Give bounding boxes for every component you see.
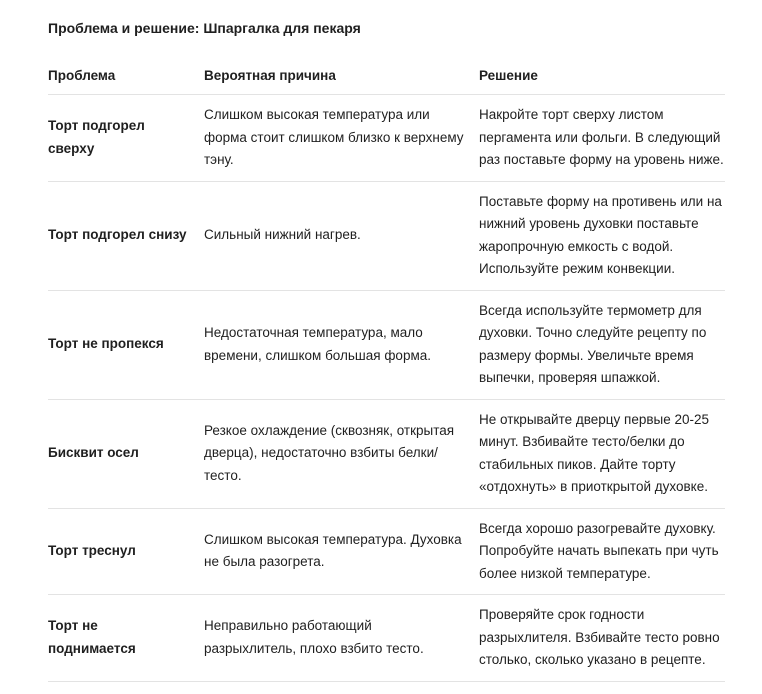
- header-solution: Решение: [479, 56, 725, 95]
- solution-cell: Проверяйте срок годности разрыхлителя. Взбивайте тесто ровно столько, сколько указано в рецепте.: [479, 595, 725, 682]
- cause-cell: Сильный нижний нагрев.: [204, 181, 479, 290]
- problem-cell: Торт не поднимается: [48, 595, 204, 682]
- solution-cell: Всегда хорошо разогревайте духовку. Попробуйте начать выпекать при чуть более низкой температуре.: [479, 508, 725, 595]
- table-row: [48, 399, 725, 508]
- solution-cell: Поставьте форму на противень или на нижний уровень духовки поставьте жаропрочную емкость с водой. Используйте режим конвекции.: [479, 181, 725, 290]
- table-header-row: [48, 56, 725, 95]
- table-row: [48, 95, 725, 182]
- problem-cell: Торт не пропекся: [48, 290, 204, 399]
- cause-cell: Слишком высокая температура или форма стоит слишком близко к верхнему тэну.: [204, 95, 479, 182]
- table-row: [48, 290, 725, 399]
- cause-cell: Слишком высокая температура. Духовка не была разогрета.: [204, 508, 479, 595]
- table-row: [48, 595, 725, 682]
- problem-cell: Торт подгорел сверху: [48, 95, 204, 182]
- problem-cell: Торт подгорел снизу: [48, 181, 204, 290]
- solution-cell: Накройте торт сверху листом пергамента или фольги. В следующий раз поставьте форму на уровень ниже.: [479, 95, 725, 182]
- page-title: Проблема и решение: Шпаргалка для пекаря: [48, 20, 361, 36]
- table-row: [48, 508, 725, 595]
- cause-cell: Недостаточная температура, мало времени, слишком большая форма.: [204, 290, 479, 399]
- solution-cell: Всегда используйте термометр для духовки. Точно следуйте рецепту по размеру формы. Увеличьте время выпечки, проверяя шпажкой.: [479, 290, 725, 399]
- header-cause: Вероятная причина: [204, 56, 479, 95]
- table-row: [48, 181, 725, 290]
- cause-cell: Неправильно работающий разрыхлитель, плохо взбито тесто.: [204, 595, 479, 682]
- header-problem: Проблема: [48, 56, 204, 95]
- problem-cell: Бисквит осел: [48, 399, 204, 508]
- problem-cell: Торт треснул: [48, 508, 204, 595]
- solution-cell: Не открывайте дверцу первые 20-25 минут. Взбивайте тесто/белки до стабильных пиков. Дайте торту «отдохнуть» в приоткрытой духовке.: [479, 399, 725, 508]
- cheatsheet-table: [48, 56, 725, 682]
- cause-cell: Резкое охлаждение (сквозняк, открытая дверца), недостаточно взбиты белки/тесто.: [204, 399, 479, 508]
